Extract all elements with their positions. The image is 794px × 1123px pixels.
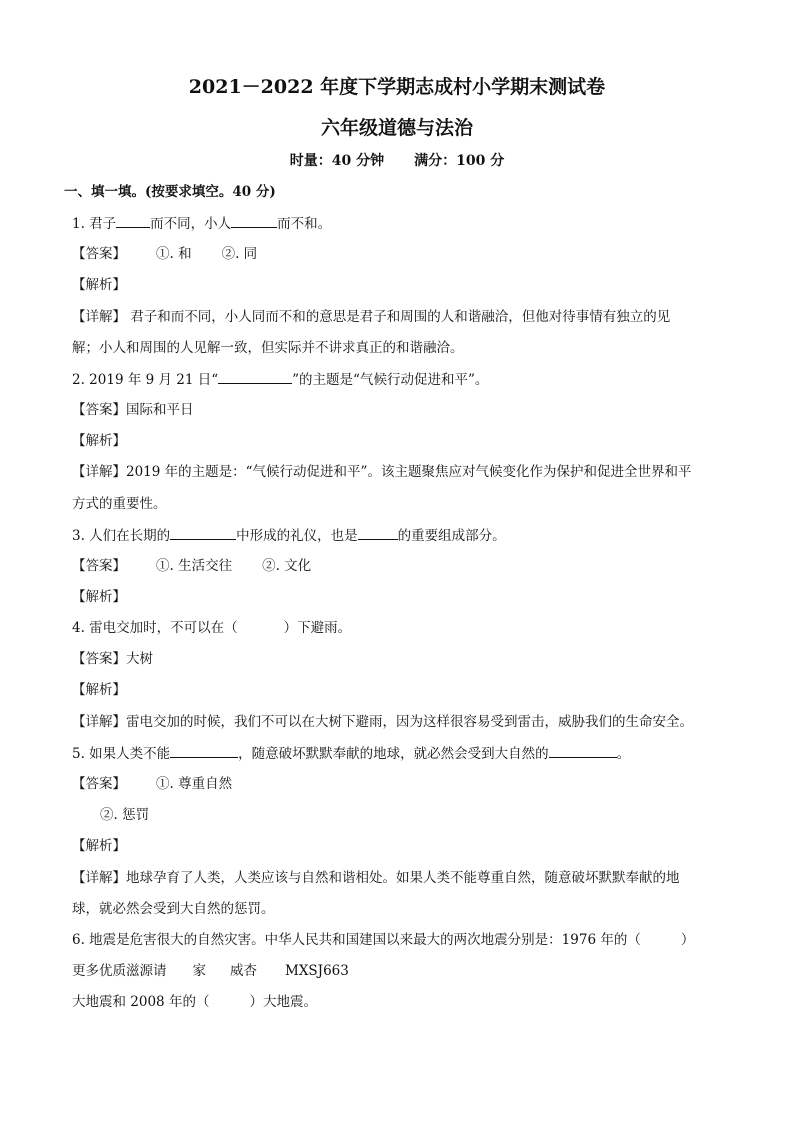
answer-5-cont: ②. 惩罚: [100, 807, 150, 823]
blank: [218, 369, 292, 384]
question-2: 2. 2019 年 9 月 21 日“ ”的主题是“气候行动促进和平”。: [72, 369, 732, 390]
watermark-line: 更多优质滋源请 家 威杏 MXSJ663: [72, 963, 349, 979]
blank: [116, 213, 150, 228]
question-3: 3. 人们在长期的 中形成的礼仪，也是 的重要组成部分。: [72, 525, 732, 546]
question-1: 1. 君子 而不同，小人 而不和。: [72, 213, 732, 234]
detail-1-cont: 解；小人和周围的人见解一致，但实际并不讲求真正的和谐融洽。: [72, 340, 464, 356]
detail-2-cont: 方式的重要性。: [72, 496, 167, 512]
blank: [170, 743, 238, 758]
question-6-cont: 大地震和 2008 年的（ ）大地震。: [72, 994, 317, 1010]
answer-1: 【答案】 ①. 和 ②. 同: [72, 246, 258, 262]
detail-2: 【详解】2019 年的主题是：“气候行动促进和平”。该主题聚焦应对气候变化作为保护和促进全世界和平: [72, 464, 692, 480]
full-score: 满分：100 分: [414, 153, 505, 169]
detail-1: 【详解】 君子和而不同，小人同而不和的意思是君子和周围的人和谐融洽，但他对待事情有独立的见: [72, 309, 671, 325]
blank: [231, 213, 277, 228]
blank: [358, 525, 398, 540]
blank: [170, 525, 236, 540]
question-4: 4. 雷电交加时，不可以在（ ）下避雨。: [72, 620, 352, 636]
blank: [549, 743, 617, 758]
exam-meta: [0, 150, 794, 170]
section-heading: 一、填一填。(按要求填空。40 分): [64, 184, 276, 200]
question-6: 6. 地震是危害很大的自然灾害。中华人民共和国建国以来最大的两次地震分别是：1976 年的（ ）: [72, 932, 695, 948]
analysis-2: 【解析】: [72, 433, 126, 449]
answer-2: 【答案】国际和平日: [72, 402, 194, 418]
question-5: 5. 如果人类不能 ，随意破坏默默奉献的地球，就必然会受到大自然的 。: [72, 743, 732, 764]
answer-4: 【答案】大树: [72, 651, 153, 667]
time-limit: 时量：40 分钟: [289, 153, 385, 169]
answer-5: 【答案】 ①. 尊重自然: [72, 776, 233, 792]
detail-4: 【详解】雷电交加的时候，我们不可以在大树下避雨，因为这样很容易受到雷击，威胁我们的生命安全。: [72, 714, 693, 730]
detail-5: 【详解】地球孕育了人类，人类应该与自然和谐相处。如果人类不能尊重自然，随意破坏默默奉献的地: [72, 870, 680, 886]
answer-3: 【答案】 ①. 生活交往 ②. 文化: [72, 558, 312, 574]
analysis-3: 【解析】: [72, 589, 126, 605]
analysis-5: 【解析】: [72, 838, 126, 854]
analysis-4: 【解析】: [72, 682, 126, 698]
exam-title: 2021－2022 年度下学期志成村小学期末测试卷: [188, 76, 606, 98]
detail-5-cont: 球，就必然会受到大自然的惩罚。: [72, 901, 275, 917]
analysis-1: 【解析】: [72, 277, 126, 293]
subject-title: 六年级道德与法治: [320, 117, 473, 139]
